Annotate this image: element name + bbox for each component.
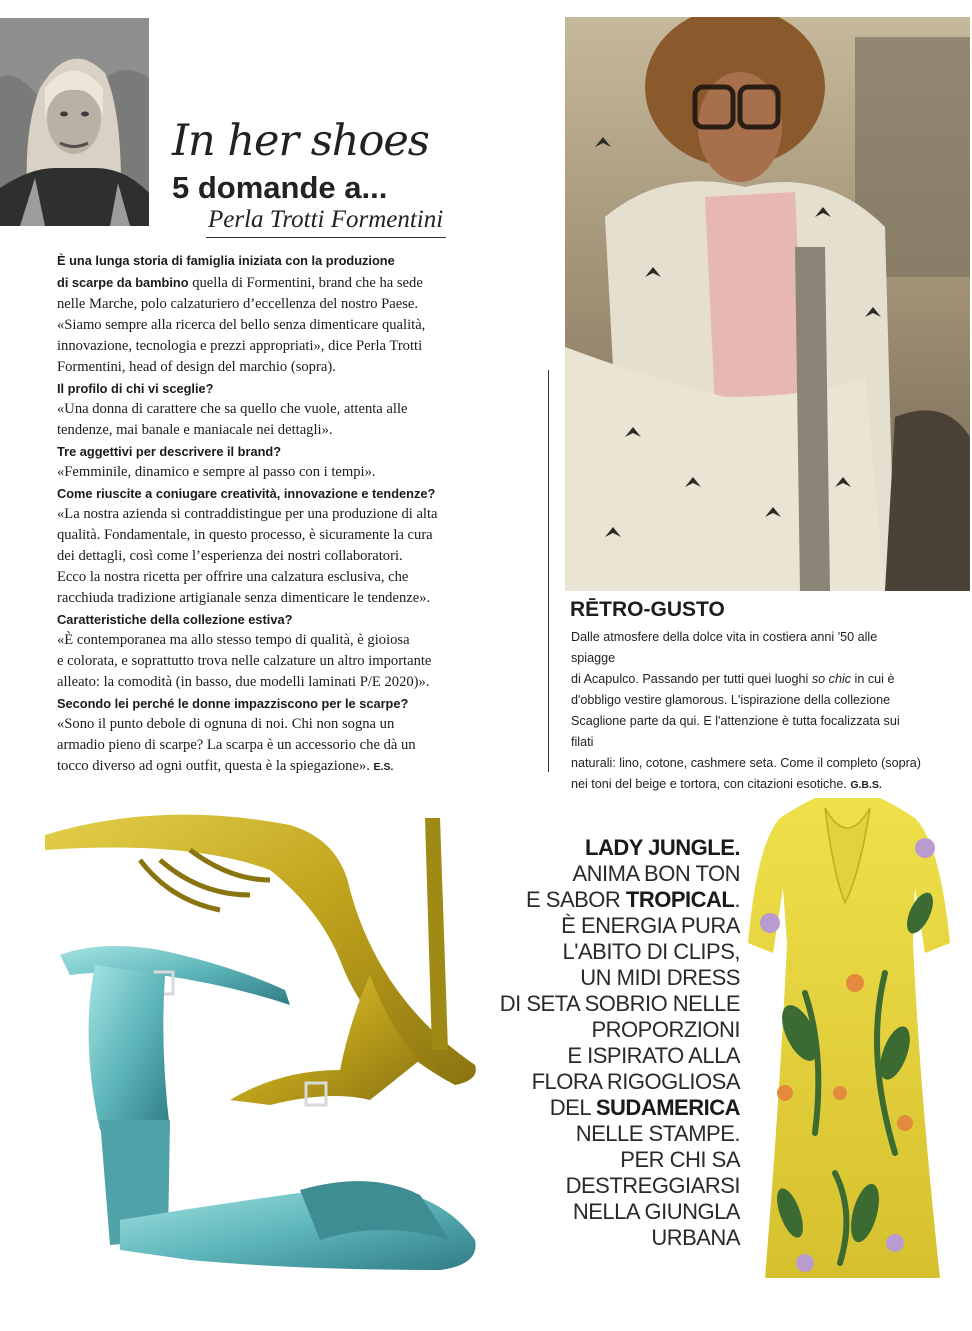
retro-gusto-text (571, 627, 921, 796)
jungle-line-3a: E SABOR (526, 887, 626, 912)
jungle-line-4: È ENERGIA PURA (561, 913, 740, 938)
designer-portrait-photo (0, 18, 149, 226)
jungle-line-15: NELLA GIUNGLA (572, 1199, 740, 1224)
intro-text: quella di Formentini, brand che ha sede nelle Marche, polo calzaturiero d’eccellenza del nostro Paese. «Siamo sempre alla ricerca del bello senza dimenticare qualità, innovazione, tecnologia e prezzi appropriati», dice Perla Trotti Formentini, head of design del marchio (sopra). (57, 275, 426, 375)
answer-3: «La nostra azienda si contraddistingue per una produzione di alta qualità. Fondamentale, in questo processo, è sicuramente la cura dei dettagli, così come l’esperienza dei nostri collaboratori. Ecco la nostra ricetta per offrire una calzatura esclusiva, che racchiuda tradizione artigianale senza dimenticare le tendenze». (57, 506, 438, 606)
jungle-line-3c: . (734, 887, 740, 912)
answer-4: «È contemporanea ma allo stesso tempo di qualità, è gioiosa e colorata, e soprattutto trova nelle calzature un altro importante alleato: la comodità (in basso, due modelli laminati P/E 2020)». (57, 632, 432, 690)
answer-2: «Femminile, dinamico e sempre al passo con i tempi». (57, 464, 376, 480)
jungle-line-2: ANIMA BON TON (572, 861, 740, 886)
interview-signature: E.S. (373, 761, 394, 773)
retro-text-italic: so chic (811, 672, 852, 686)
jungle-line-11 (500, 1095, 740, 1121)
article-title: In her shoes (172, 116, 429, 166)
answer-1: «Una donna di carattere che sa quello che vuole, attenta alle tendenze, mai banale e maniacale nei dettagli». (57, 401, 408, 438)
jungle-line-11a: DEL (549, 1095, 596, 1120)
retro-text-a: Dalle atmosfere della dolce vita in costiera anni '50 alle spiagge di Acapulco. Passando per tutti quei luoghi (571, 630, 878, 686)
jungle-line-8: PROPORZIONI (591, 1017, 740, 1042)
jungle-line-13: PER CHI SA (620, 1147, 740, 1172)
retro-text-b: in cui è d'obbligo vestire glamorous. L'ispirazione della collezione Scaglione parte da qui. E l'attenzione è tutta focalizzata sui filati naturali: lino, cotone, cashmere seta. Come il completo (sopra) nei toni del beige e tortora, con citazioni esotiche. (571, 672, 921, 791)
retro-signature: G.B.S. (850, 779, 882, 791)
question-5: Secondo lei perché le donne impazziscono per le scarpe? (57, 696, 409, 711)
interview-column (57, 250, 452, 778)
jungle-line-5: L'ABITO DI CLIPS, (562, 939, 740, 964)
fashion-model-photo (565, 17, 970, 591)
jungle-line-9: E ISPIRATO ALLA (567, 1043, 740, 1068)
jungle-line-14: DESTREGGIARSI (565, 1173, 740, 1198)
question-3: Come riuscite a coniugare creatività, innovazione e tendenze? (57, 486, 436, 501)
question-2: Tre aggettivi per descrivere il brand? (57, 444, 282, 459)
jungle-line-3 (500, 887, 740, 913)
jungle-line-10: FLORA RIGOGLIOSA (531, 1069, 740, 1094)
question-4: Caratteristiche della collezione estiva? (57, 612, 293, 627)
answer-5-text: «Sono il punto debole di ognuna di noi. Chi non sogna un armadio pieno di scarpe? La scarpa è un accessorio che dà un tocco diverso ad ogni outfit, questa è la spiegazione». (57, 716, 416, 774)
question-1: Il profilo di chi vi sceglie? (57, 381, 214, 396)
interviewee-underline (206, 237, 446, 238)
jungle-line-6: UN MIDI DRESS (580, 965, 740, 990)
jungle-line-7: DI SETA SOBRIO NELLE (499, 991, 740, 1016)
jungle-line-1: LADY JUNGLE. (585, 835, 740, 860)
jungle-line-16: URBANA (651, 1225, 740, 1250)
retro-gusto-heading: RĒTRO-GUSTO (570, 598, 725, 621)
article-subtitle: 5 domande a... (172, 170, 388, 205)
answer-5 (57, 714, 452, 778)
lady-jungle-caption (500, 835, 740, 1251)
sandals-photo (40, 800, 500, 1290)
intro-lead: È una lunga storia di famiglia iniziata con la produzione di scarpe da bambino (57, 253, 395, 290)
interviewee-name: Perla Trotti Formentini (208, 206, 444, 233)
floral-dress-photo (745, 793, 953, 1283)
jungle-tropical: TROPICAL (625, 887, 735, 912)
column-divider (548, 370, 549, 772)
intro-paragraph (57, 250, 452, 378)
jungle-line-12: NELLE STAMPE. (575, 1121, 740, 1146)
jungle-sudamerica: SUDAMERICA (595, 1095, 740, 1120)
